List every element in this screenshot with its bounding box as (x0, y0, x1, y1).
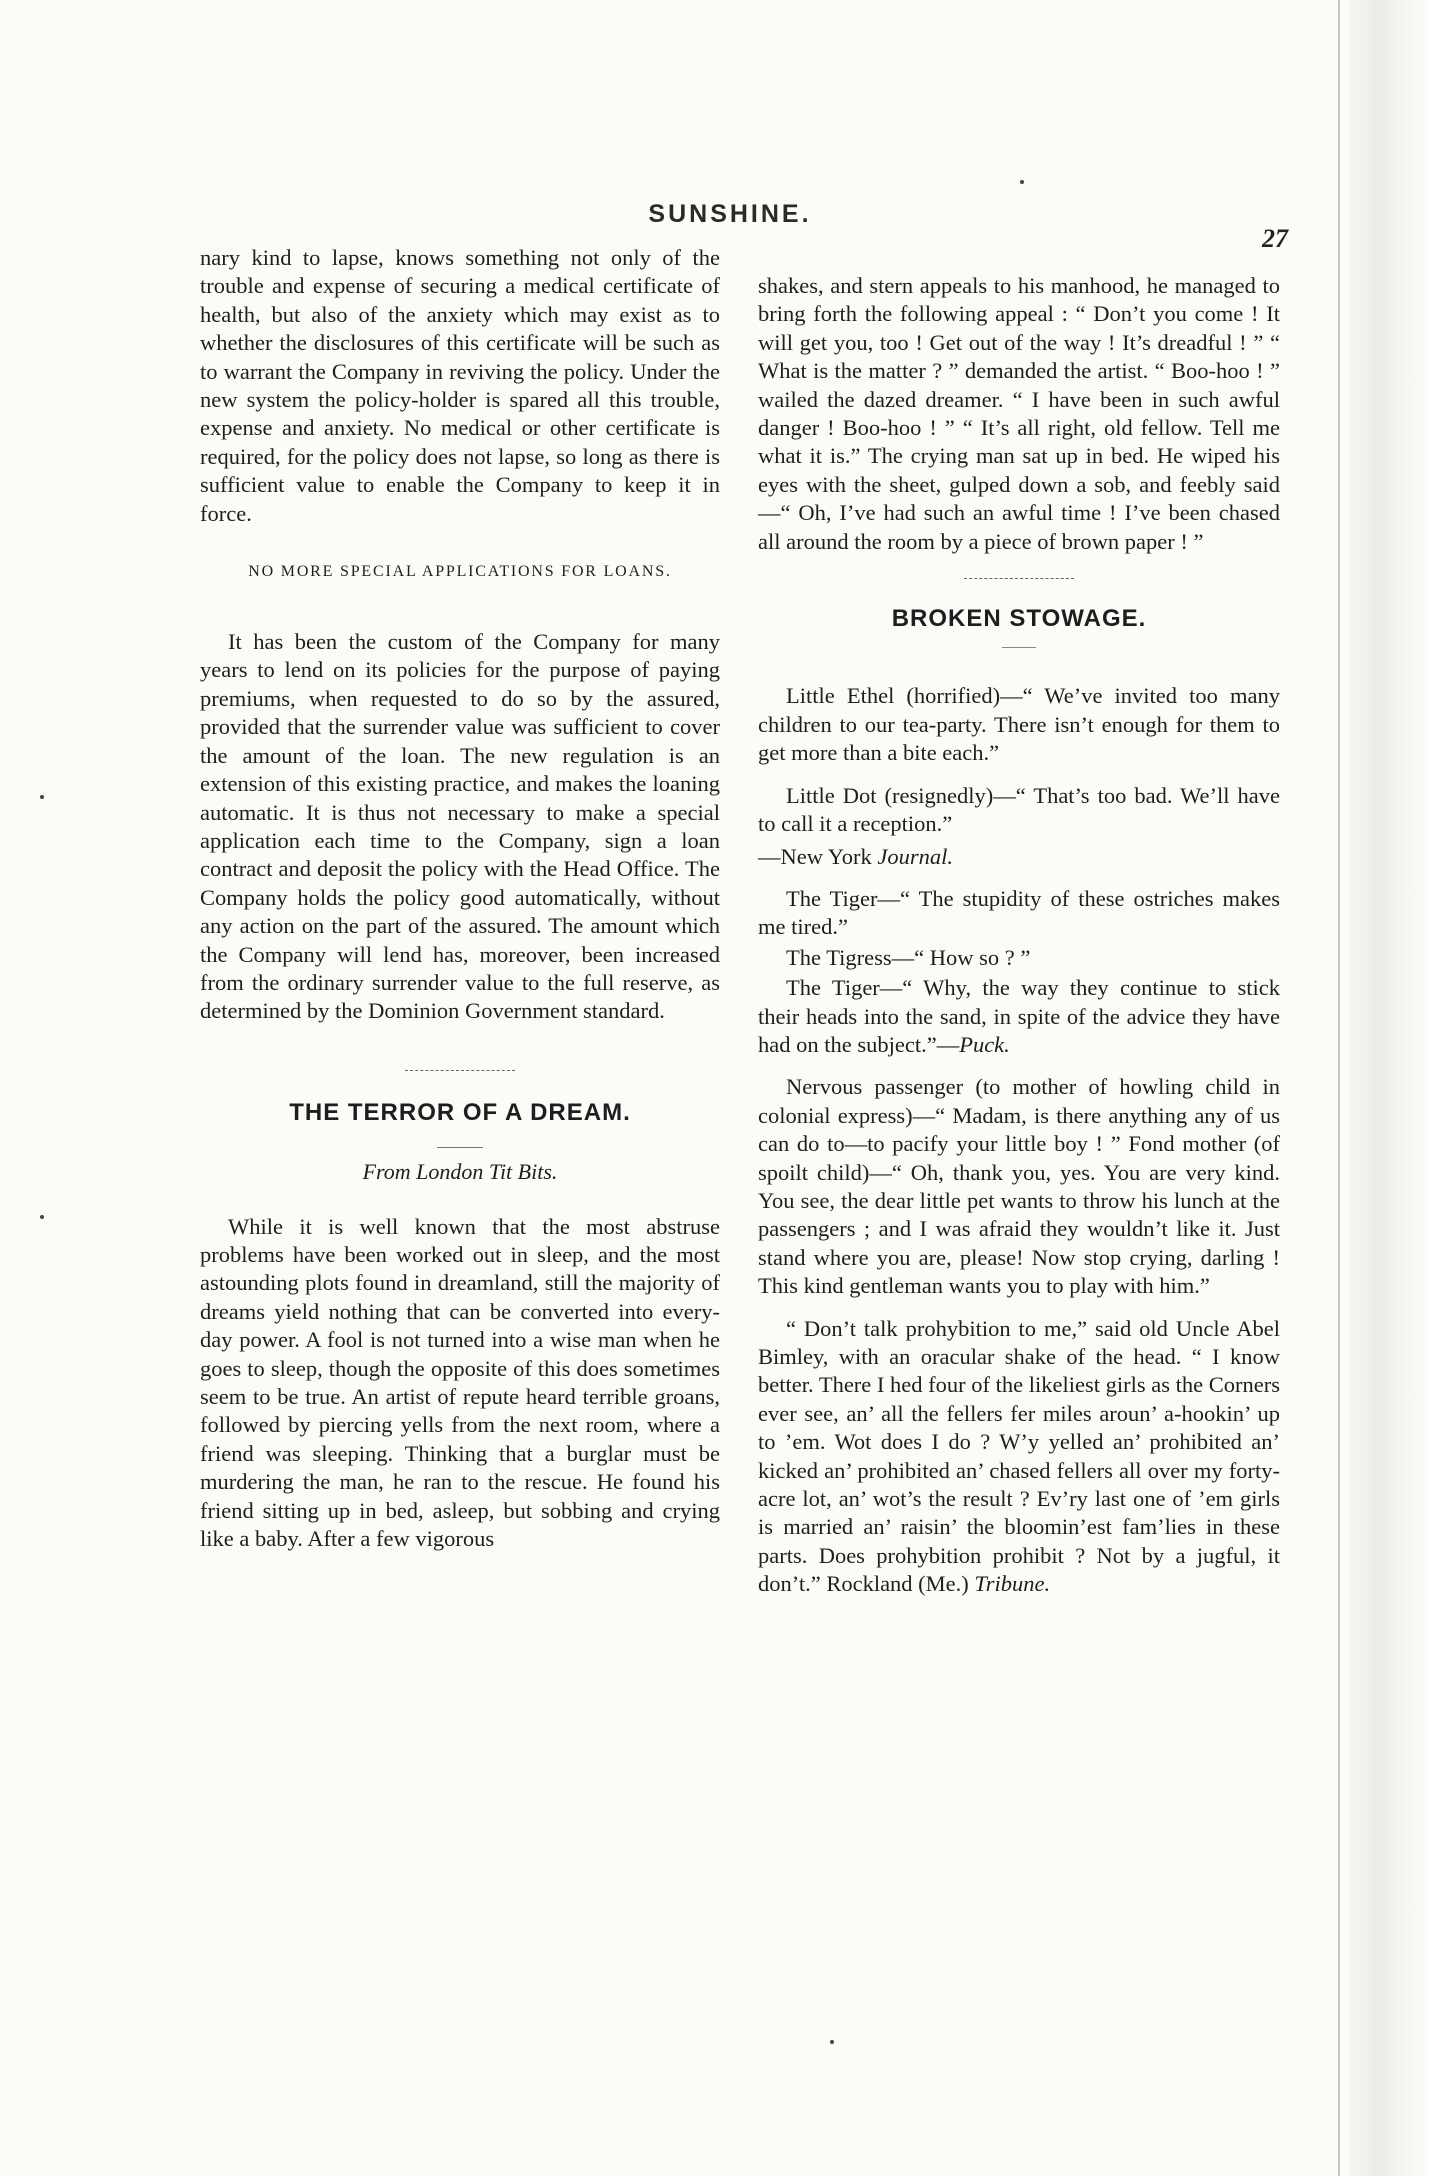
source-title: Journal. (877, 843, 954, 869)
source-prefix: —New York (758, 843, 878, 869)
paragraph-uncle-abel-bimley (758, 1315, 1280, 1599)
source-new-york-journal (758, 843, 1280, 871)
section-divider (405, 1070, 515, 1071)
page-edge (1338, 0, 1340, 2176)
headline-rule (1002, 647, 1036, 648)
paragraph-policy-lapse: nary kind to lapse, knows something not only of the trouble and expense of securing a medical certificate of health, but also of the anxiety which may exist as to whether the disclosures of this certificate will be such as to warrant the Company in reviving the policy. Under the new system the policy-holder is spared all this trouble, expense and anxiety. No medical or other certificate is required, for the policy does not lapse, so long as there is sufficient value to enable the Company to keep it in force. (200, 245, 720, 526)
paragraph-little-dot: Little Dot (resignedly)—“ That’s too bad. We’ll have to call it a reception.” (758, 782, 1280, 837)
headline-rule (437, 1147, 483, 1148)
source-tribune: Tribune. (974, 1571, 1051, 1597)
bimley-text: “ Don’t talk prohybition to me,” said old Uncle Abel Bimley, with an oracular shake of the head. “ I know better. There I hed four of the likeliest girls as the Corners ever see, an’ all the fellers fer miles aroun’ a-hookin’ up to ’em. Wot does I do ? W’y yelled an’ prohibited an’ kicked an’ prohibited an’ chased fellers all over my forty-acre lot, an’ wot’s the result ? Ev’ry last one of ’em girls is married an’ raisin’ the bloomin’est fam’lies in these parts. Does prohybition prohibit ? Not by a jugful, it don’t.” Rockland (Me.) (758, 1315, 1280, 1597)
running-title: SUNSHINE. (648, 200, 812, 228)
paragraph-dream: While it is well known that the most abstruse problems have been worked out in sleep, and the most astounding plots found in dreamland, still the majority of dreams yield nothing that can be converted into every-day power. A fool is not turned into a wise man when he goes to sleep, though the opposite of this does sometimes seem to be true. An artist of repute heard terrible groans, followed by piercing yells from the next room, where a friend was sleeping. Thinking that a burglar must be murdering the man, he ran to the rescue. He found his friend sitting up in bed, asleep, but sobbing and crying like a baby. After a few vigorous (200, 1213, 720, 1552)
paragraph-nervous-passenger: Nervous passenger (to mother of howling child in colonial express)—“ Madam, is there anything any of us can do to—to pacify your little boy ! ” Fond mother (of spoilt child)—“ Oh, thank you, yes. You are very kind. You see, the dear little pet wants to throw his lunch at the passengers ; and I was afraid they wouldn’t like it. Just stand where you are, please! Now stop crying, darling ! This kind gentleman wants you to play with him.” (758, 1074, 1280, 1299)
paragraph-tiger-reply (758, 974, 1280, 1059)
subhead-special-applications: NO MORE SPECIAL APPLICATIONS FOR LOANS. (248, 563, 672, 581)
left-column (200, 244, 720, 1567)
paragraph-tigress: The Tigress—“ How so ? ” (786, 944, 1031, 970)
paragraph-dream-continued: shakes, and stern appeals to his manhood, he managed to bring forth the following appeal : “ Don’t you come ! It will get you, too ! Get out of the way ! It’s dreadful ! ” “ What is the matter ? ” demanded the artist. “ Boo-hoo ! ” wailed the dazed dreamer. “ I have been in such awful danger ! Boo-hoo ! ” “ It’s all right, old fellow. Tell me what it is.” The crying man sat up in bed. He wiped his eyes with the sheet, gulped down a sob, and feebly said —“ Oh, I’ve had such an awful time ! I’ve been chased all around the room by a piece of brown paper ! ” (758, 273, 1280, 554)
print-speck (40, 1215, 44, 1219)
right-column (758, 272, 1280, 1613)
byline: From London Tit Bits. (362, 1159, 558, 1185)
headline-broken-stowage: BROKEN STOWAGE. (891, 605, 1147, 633)
source-puck: Puck. (959, 1031, 1010, 1057)
paragraph-loans: It has been the custom of the Company for many years to lend on its policies for the purpose of paying premiums, when requested to do so by the assured, provided that the surrender value was sufficient to cover the amount of the loan. The new regulation is an extension of this existing practice, and makes the loaning automatic. It is thus not necessary to make a special application each time to the Company, sign a loan contract and deposit the policy with the Head Office. The Company holds the policy good automatically, without any action on the part of the assured. The amount which the Company will lend has, moreover, been increased from the ordinary surrender value to the full reserve, as determined by the Dominion Government standard. (200, 629, 720, 1024)
print-speck (40, 795, 44, 799)
print-speck (1020, 180, 1024, 184)
headline-terror-of-a-dream: THE TERROR OF A DREAM. (289, 1098, 631, 1126)
paragraph-little-ethel: Little Ethel (horrified)—“ We’ve invited too many children to our tea-party. There isn’t enough for them to get more than a bite each.” (758, 683, 1280, 766)
page-number: 27 (1262, 224, 1288, 253)
print-speck (830, 2040, 834, 2044)
tiger-reply-text: The Tiger—“ Why, the way they continue to stick their heads into the sand, in spite of the advice they have had on the subject.”— (758, 975, 1280, 1057)
section-divider (964, 578, 1074, 579)
page-gutter-shadow (1350, 0, 1432, 2176)
paragraph-tiger: The Tiger—“ The stupidity of these ostriches makes me tired.” (758, 885, 1280, 940)
